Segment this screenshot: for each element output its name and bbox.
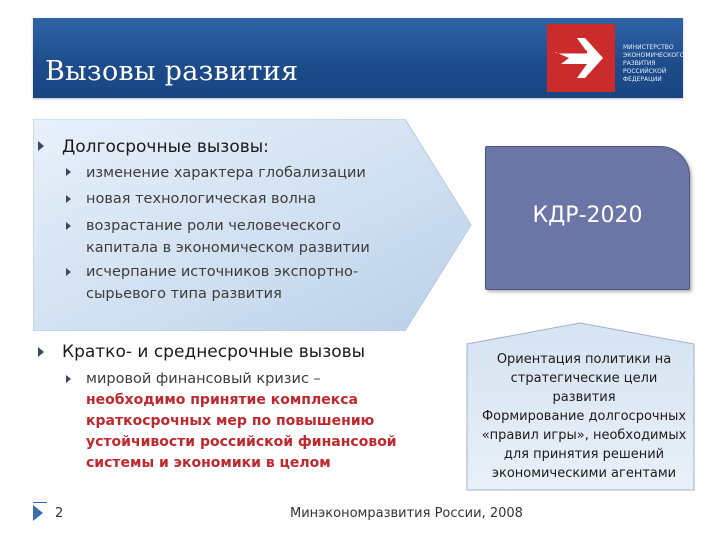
page-title: Вызовы развития	[45, 56, 299, 87]
short-term-measure-line: системы и экономики в целом	[86, 455, 331, 471]
short-term-measure-line: необходимо принятие комплекса	[86, 392, 358, 408]
long-term-heading: Долгосрочные вызовы:	[62, 137, 269, 157]
kdr-2020-label: КДР-2020	[532, 203, 643, 228]
long-term-item: изменение характера глобализации	[86, 165, 366, 181]
orientation-line: стратегические цели развития	[510, 371, 658, 405]
ministry-name-line: РАЗВИТИЯ	[623, 60, 656, 67]
footer-divider	[33, 502, 47, 503]
slide-number: 2	[55, 506, 64, 521]
bullet-arrow-icon	[66, 375, 71, 383]
orientation-line: «правил игры», необходимых	[481, 428, 687, 443]
short-term-measure-line: устойчивости российской финансовой	[86, 434, 397, 450]
orientation-text	[478, 350, 690, 483]
arrow-logo-icon	[547, 24, 615, 92]
short-term-measure-line: краткосрочных мер по повышению	[86, 413, 375, 429]
bullet-arrow-icon	[38, 141, 44, 151]
long-term-item: капитала в экономическом развитии	[86, 240, 370, 256]
ministry-logo	[547, 24, 615, 92]
ministry-name-line: ФЕДЕРАЦИИ	[623, 76, 662, 83]
ministry-name-line: РОССИЙСКОЙ	[623, 68, 667, 75]
ministry-name	[623, 44, 685, 84]
footer-arrow-icon	[33, 505, 43, 521]
long-term-item: сырьевого типа развития	[86, 286, 282, 302]
bullet-arrow-icon	[66, 168, 71, 176]
orientation-line: экономическими агентами	[491, 466, 677, 481]
orientation-line: для принятия решений	[503, 447, 665, 462]
long-term-item: новая технологическая волна	[86, 191, 317, 207]
ministry-name-line: ЭКОНОМИЧЕСКОГО	[623, 52, 685, 59]
kdr-2020-box	[485, 146, 690, 290]
short-term-intro: мировой финансовый кризис –	[86, 371, 321, 387]
long-term-item: возрастание роли человеческого	[86, 218, 342, 234]
short-term-heading: Кратко- и среднесрочные вызовы	[62, 342, 366, 362]
bullet-arrow-icon	[38, 347, 44, 357]
long-term-item: исчерпание источников экспортно-	[86, 264, 359, 280]
ministry-name-line: МИНИСТЕРСТВО	[623, 44, 674, 51]
bullet-arrow-icon	[66, 195, 71, 203]
footer-source: Минэкономразвития России, 2008	[290, 506, 523, 521]
orientation-line: Ориентация политики на	[496, 352, 672, 367]
bullet-arrow-icon	[66, 222, 71, 230]
title-bar	[33, 18, 683, 98]
orientation-line: Формирование долгосрочных	[481, 409, 687, 424]
bullet-arrow-icon	[66, 268, 71, 276]
